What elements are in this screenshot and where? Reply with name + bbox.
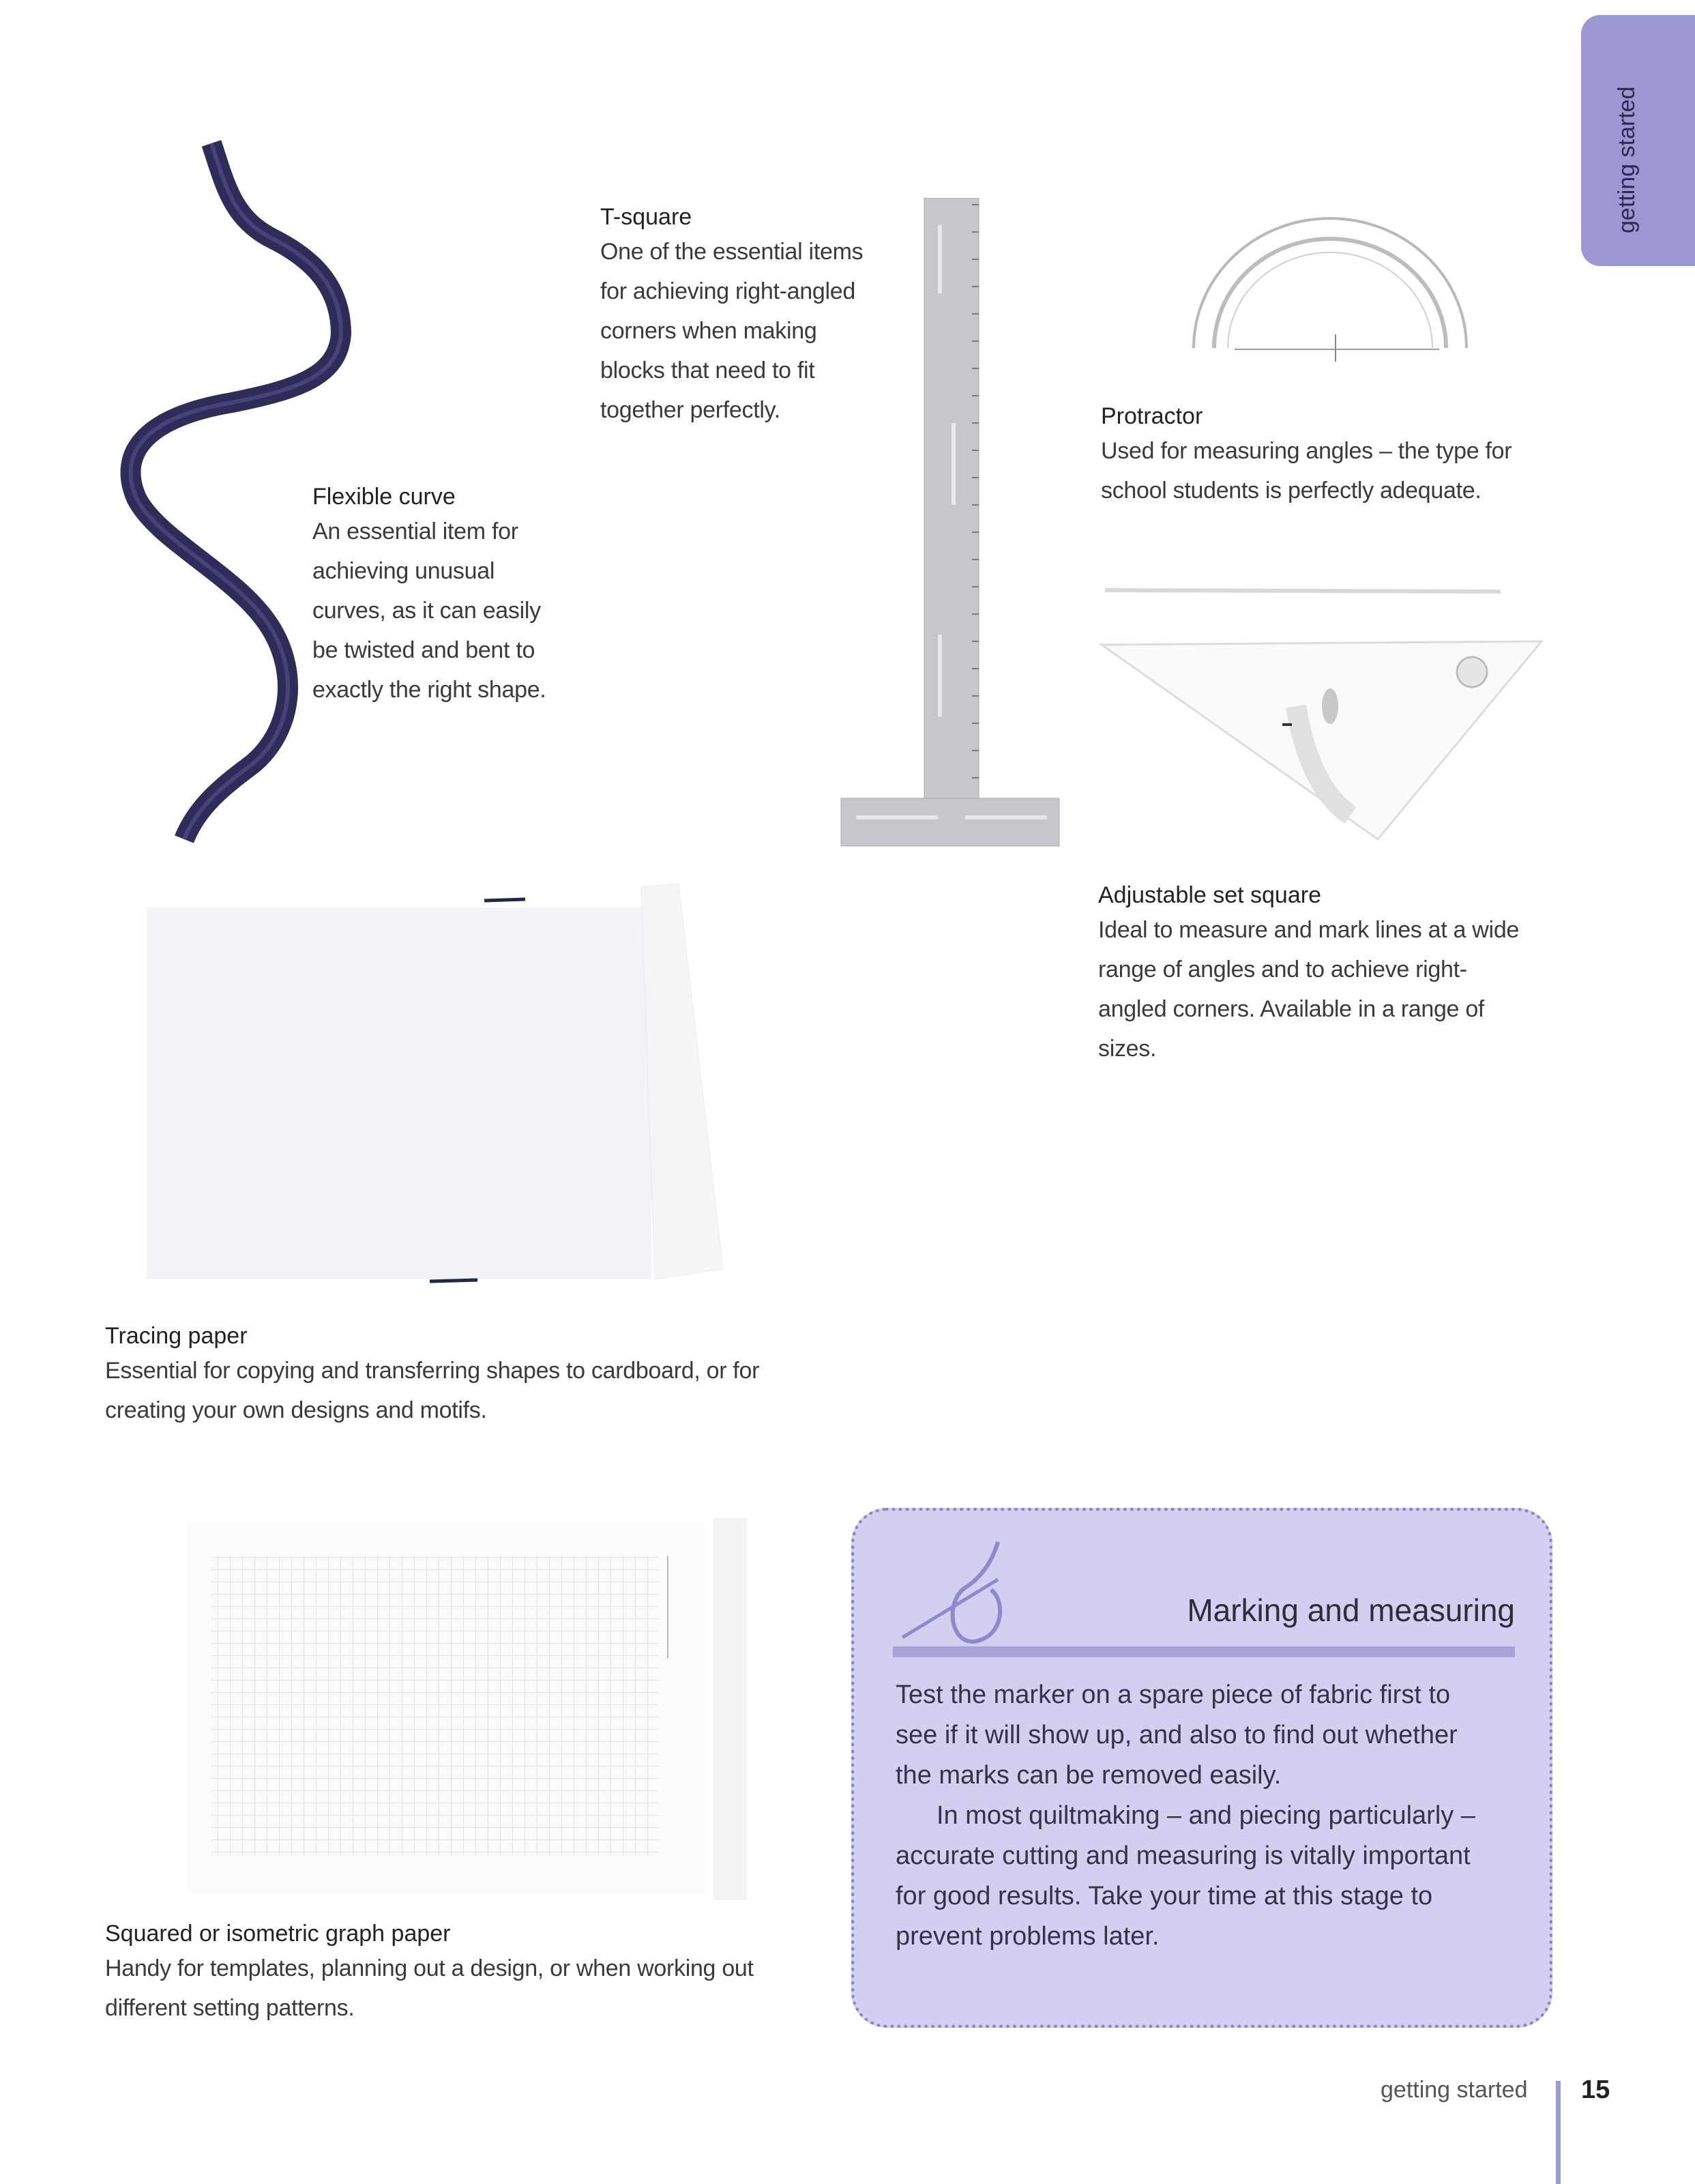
flexible-curve-title: Flexible curve [312,484,456,510]
tip-line: accurate cutting and measuring is vitally important [896,1841,1471,1870]
caption-line: sizes. [1098,1036,1157,1062]
caption-line: Used for measuring angles – the type for [1101,438,1512,464]
graph-paper-illustration [181,1508,754,1904]
tip-line: prevent problems later. [896,1922,1160,1951]
footer-section-name: getting started [1381,2077,1528,2103]
set-square-caption [1098,880,1576,1068]
graph-paper-title: Squared or isometric graph paper [105,1921,451,1947]
protractor-caption [1101,401,1578,510]
tip-divider [893,1646,1515,1657]
caption-line: Handy for templates, planning out a design, or when working out [105,1955,754,1981]
flexible-curve-caption [312,482,585,710]
set-square-title: Adjustable set square [1098,882,1321,908]
caption-line: An essential item for [312,519,518,544]
caption-line: be twisted and bent to [312,637,535,663]
tip-line: In most quiltmaking – and piecing particularly – [937,1801,1475,1830]
caption-line: school students is perfectly adequate. [1101,478,1482,504]
t-square-title: T-square [600,204,692,230]
caption-line: together perfectly. [600,397,780,423]
caption-line: Ideal to measure and mark lines at a wide [1098,917,1520,943]
needle-thread-icon [896,1525,1032,1655]
caption-line: angled corners. Available in a range of [1098,996,1485,1022]
tip-line: for good results. Take your time at this stage to [896,1882,1433,1910]
tip-line: see if it will show up, and also to find out whether [896,1721,1458,1749]
tip-line: the marks can be removed easily. [896,1761,1282,1790]
caption-line: exactly the right shape. [312,677,546,703]
protractor-illustration [1180,198,1480,362]
tip-box [851,1508,1552,2028]
caption-line: range of angles and to achieve right- [1098,957,1467,982]
caption-line: achieving unusual [312,558,495,584]
t-square-illustration [836,198,1067,853]
tracing-paper-caption [105,1321,855,1430]
caption-line: One of the essential items [600,239,864,265]
tip-line: Test the marker on a spare piece of fabric first to [896,1680,1451,1709]
caption-line: different setting patterns. [105,1995,355,2021]
section-tab-label: getting started [1614,86,1640,233]
caption-line: curves, as it can easily [312,598,541,624]
protractor-title: Protractor [1101,403,1203,429]
caption-line: blocks that need to fit [600,358,815,383]
footer-divider [1556,2081,1561,2184]
caption-line: for achieving right-angled [600,278,855,304]
tracing-paper-title: Tracing paper [105,1323,248,1349]
section-tab [1581,15,1695,266]
tip-body [896,1675,1523,1957]
page-number: 15 [1581,2076,1610,2104]
tracing-paper-illustration [143,880,730,1290]
caption-line: corners when making [600,318,817,344]
set-square-illustration [1091,570,1555,856]
caption-line: creating your own designs and motifs. [105,1397,487,1423]
tip-title: Marking and measuring [1187,1592,1515,1628]
graph-paper-caption [105,1919,855,2028]
caption-line: Essential for copying and transferring shapes to cardboard, or for [105,1358,760,1384]
